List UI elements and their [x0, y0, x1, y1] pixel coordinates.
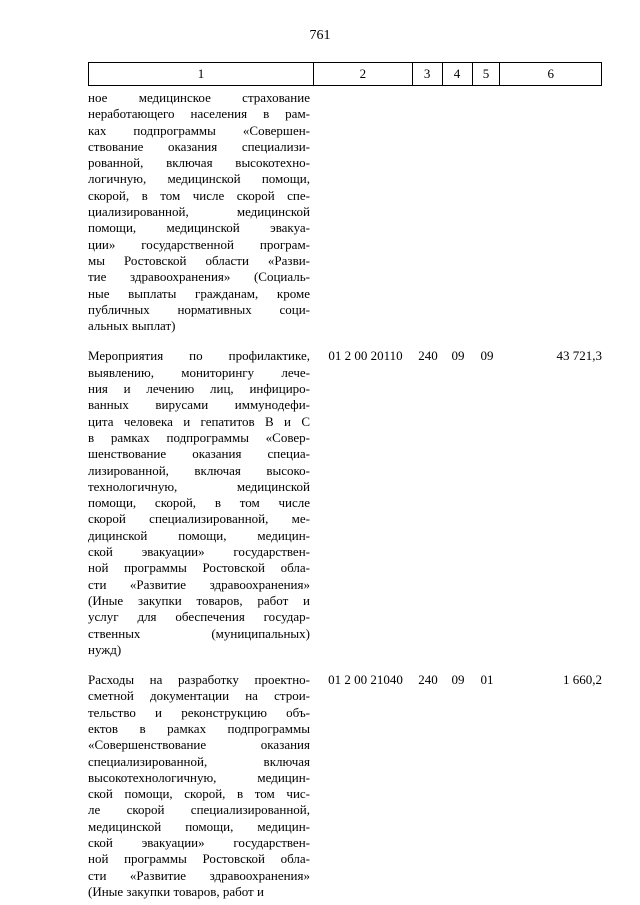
header-col-5: 5 [473, 63, 501, 85]
description-line: циализированной, медицинской [88, 204, 310, 220]
description-line: ные выплаты гражданам, кроме [88, 285, 310, 301]
row-sum: 43 721,3 [556, 348, 602, 364]
description-line: скорой специализированной, ме- [88, 511, 310, 527]
description-line: ния и лечению лиц, инфициро- [88, 381, 310, 397]
description-line: тельство и реконструкцию объ- [88, 704, 310, 720]
description-line: ле скорой специализированной, [88, 802, 310, 818]
row-vr: 240 [418, 672, 438, 688]
row-description [88, 90, 314, 334]
row-vr: 240 [418, 348, 438, 364]
row-code: 01 2 00 20110 [328, 348, 403, 364]
description-line: скорой, в том числе скорой спе- [88, 187, 310, 203]
description-line: дицинской помощи, медицин- [88, 527, 310, 543]
description-line: ной программы Ростовской обла- [88, 851, 310, 867]
description-line: ках подпрограммы «Совершен- [88, 122, 310, 138]
description-line: ектов в рамках подпрограммы [88, 720, 310, 736]
row-rz: 09 [451, 672, 465, 688]
description-line: ствование оказания специализи- [88, 138, 310, 154]
description-line: помощи, скорой, в том числе [88, 495, 310, 511]
row-code [314, 90, 413, 334]
description-line: технологичную, медицинской [88, 478, 310, 494]
description-line: мы Ростовской области «Разви- [88, 252, 310, 268]
description-line: рованной, включая высокотехно- [88, 155, 310, 171]
description-line: ской эвакуации» государствен- [88, 544, 310, 560]
description-line: логичную, медицинской помощи, [88, 171, 310, 187]
header-col-3: 3 [413, 63, 443, 85]
description-line: медицинской помощи, медицин- [88, 818, 310, 834]
description-line: услуг для обеспечения государ- [88, 609, 310, 625]
table-body [88, 90, 602, 900]
description-line: ванных вирусами иммунодефи- [88, 397, 310, 413]
description-line: сметной документации на строи- [88, 688, 310, 704]
row-code: 01 2 00 21040 [328, 672, 403, 688]
description-line: высокотехнологичную, медицин- [88, 769, 310, 785]
header-col-6: 6 [547, 66, 554, 81]
description-line: нужд) [88, 641, 122, 657]
header-col-1: 1 [89, 63, 314, 85]
description-line: ской эвакуации» государствен- [88, 835, 310, 851]
description-line: (Иные закупки товаров, работ и [88, 592, 310, 608]
description-line: ственных (муниципальных) [88, 625, 310, 641]
description-line: Мероприятия по профилактике, [88, 348, 310, 364]
description-line: Расходы на разработку проектно- [88, 672, 310, 688]
description-line: выявлению, мониторингу лече- [88, 364, 310, 380]
row-vr [413, 90, 443, 334]
row-description [88, 348, 314, 658]
description-line: ной программы Ростовской обла- [88, 560, 310, 576]
description-line: в рамках подпрограммы «Совер- [88, 429, 310, 445]
description-line: шенствование оказания специа- [88, 446, 310, 462]
table-row [88, 90, 602, 334]
description-line: сти «Развитие здравоохранения» [88, 867, 310, 883]
row-sum [501, 90, 602, 334]
description-line: неработающего населения в рам- [88, 106, 310, 122]
description-line: сти «Развитие здравоохранения» [88, 576, 310, 592]
description-line: специализированной, включая [88, 753, 310, 769]
row-rz [443, 90, 473, 334]
row-description [88, 672, 314, 900]
table-header [88, 62, 602, 86]
description-line: публичных нормативных соци- [88, 301, 310, 317]
row-pr [473, 90, 501, 334]
page-number: 761 [309, 28, 331, 43]
description-line: ное медицинское страхование [88, 90, 310, 105]
table-row [88, 672, 602, 900]
row-pr: 09 [480, 348, 494, 364]
header-col-2: 2 [314, 63, 413, 85]
description-line: тие здравоохранения» (Социаль- [88, 269, 310, 285]
table-row [88, 348, 602, 658]
description-line: ской помощи, скорой, в том чис- [88, 786, 310, 802]
description-line: ции» государственной програм- [88, 236, 310, 252]
description-line: «Совершенствование оказания [88, 737, 310, 753]
row-sum: 1 660,2 [563, 672, 602, 688]
row-rz: 09 [451, 348, 465, 364]
budget-table [88, 62, 602, 900]
header-col-4: 4 [443, 63, 473, 85]
description-line: альных выплат) [88, 318, 176, 334]
description-line: лизированной, включая высоко- [88, 462, 310, 478]
description-line: (Иные закупки товаров, работ и [88, 883, 264, 899]
row-pr: 01 [480, 672, 494, 688]
description-line: помощи, медицинской эвакуа- [88, 220, 310, 236]
description-line: цита человека и гепатитов B и C [88, 413, 310, 429]
